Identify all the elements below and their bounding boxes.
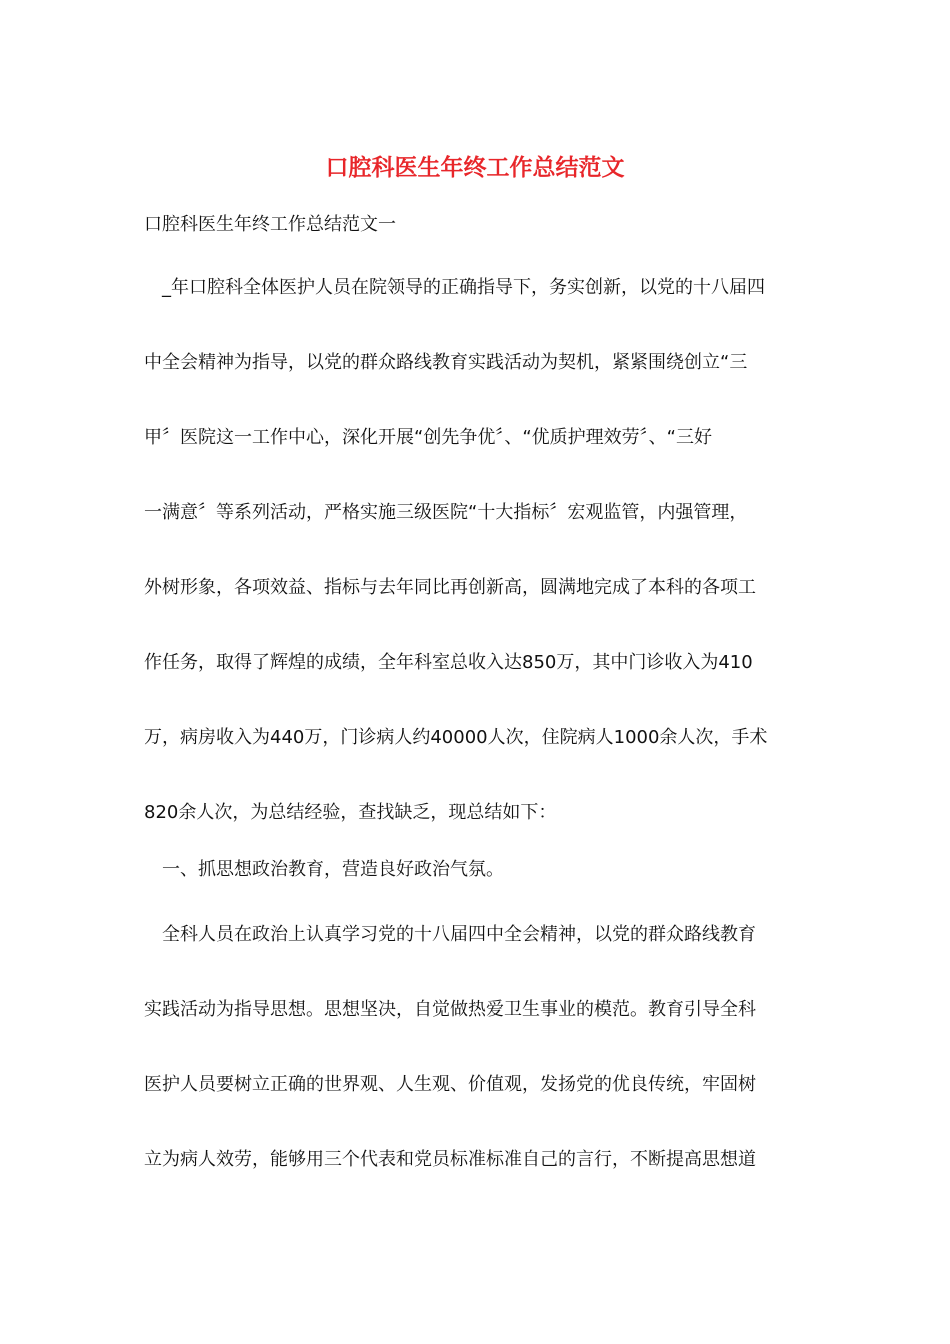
section1-line: 立为病人效劳，能够用三个代表和党员标准标准自己的言行，不断提高思想道 <box>144 1149 756 1170</box>
document-title: 口腔科医生年终工作总结范文 <box>325 154 625 181</box>
intro-line: 甲〞医院这一工作中心，深化开展“创先争优〞、“优质护理效劳〞、“三好 <box>144 427 712 448</box>
intro-line: 外树形象，各项效益、指标与去年同比再创新高，圆满地完成了本科的各项工 <box>144 577 756 598</box>
intro-line: 作任务，取得了辉煌的成绩，全年科室总收入达850万，其中门诊收入为410 <box>144 652 753 673</box>
intro-line: _年口腔科全体医护人员在院领导的正确指导下，务实创新，以党的十八届四 <box>162 277 765 298</box>
intro-line: 中全会精神为指导，以党的群众路线教育实践活动为契机，紧紧围绕创立“三 <box>144 352 748 373</box>
intro-line: 820余人次，为总结经验，查找缺乏，现总结如下： <box>144 802 557 823</box>
section1-line: 实践活动为指导思想。思想坚决，自觉做热爱卫生事业的模范。教育引导全科 <box>144 999 756 1020</box>
intro-line: 万，病房收入为440万，门诊病人约40000人次，住院病人1000余人次，手术 <box>144 727 768 748</box>
section1-line: 全科人员在政治上认真学习党的十八届四中全会精神，以党的群众路线教育 <box>162 924 756 945</box>
intro-paragraph <box>144 250 809 850</box>
intro-line: 一满意〞等系列活动，严格实施三级医院“十大指标〞宏观监管，内强管理， <box>144 502 748 523</box>
section-heading: 一、抓思想政治教育，营造良好政治气氛。 <box>162 859 504 880</box>
section1-paragraph <box>144 897 809 1197</box>
section1-line: 医护人员要树立正确的世界观、人生观、价值观，发扬党的优良传统，牢固树 <box>144 1074 756 1095</box>
document-subtitle: 口腔科医生年终工作总结范文一 <box>144 214 396 235</box>
